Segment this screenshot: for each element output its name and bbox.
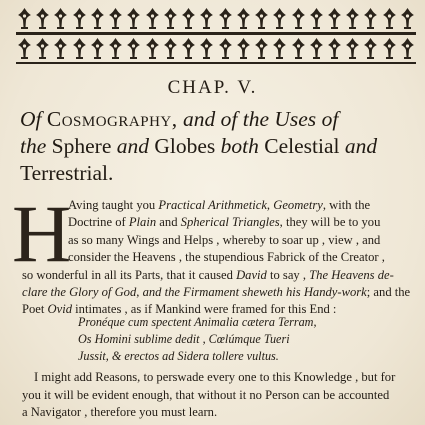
fleuron-icon (326, 36, 343, 60)
fleuron-icon (290, 36, 307, 60)
title-word: Uses (274, 107, 317, 131)
verse-line: Jussit, & erectos ad Sidera tollere vultus. (78, 349, 279, 363)
fleuron-icon (290, 6, 307, 30)
text-run: and (156, 215, 181, 230)
fleuron-icon (308, 36, 325, 60)
text-line: consider the Heavens , the stupendious Fabrick of the Creator , (68, 250, 385, 265)
fleuron-icon (362, 6, 379, 30)
title-line (20, 160, 420, 187)
text-run: The Heavens de- (309, 267, 394, 282)
fleuron-icon (34, 36, 51, 60)
title-line (20, 133, 420, 160)
fleuron-icon (89, 36, 106, 60)
fleuron-icon (107, 6, 124, 30)
fleuron-icon (235, 36, 252, 60)
ornament-row-top (16, 6, 416, 31)
text-run: Poet (22, 302, 48, 317)
text-run: Aving taught you (68, 198, 159, 212)
ornament-rule (16, 34, 416, 35)
fleuron-icon (344, 36, 361, 60)
text-line: I might add Reasons, to perswade every one to this Knowledge , but for (34, 370, 396, 384)
chapter-title (20, 106, 420, 187)
text-run: clare the Glory of God (22, 284, 137, 299)
text-run: , (266, 198, 274, 212)
text-run: , they will be to you (279, 215, 381, 230)
fleuron-icon (399, 36, 416, 60)
fleuron-icon (180, 36, 197, 60)
text-line (22, 267, 422, 284)
text-run: and the Firmament sheweth his Handy-work (142, 284, 367, 299)
fleuron-icon (71, 36, 88, 60)
fleuron-icon (362, 36, 379, 60)
fleuron-icon (144, 36, 161, 60)
fleuron-icon (144, 6, 161, 30)
title-word: and of the (183, 107, 269, 131)
title-word: of (321, 107, 339, 131)
fleuron-icon (253, 36, 270, 60)
verse-line: Os Homini sublime dedit , Cœlúmque Tueri (78, 332, 290, 346)
title-word: Celestial (264, 134, 340, 158)
text-run: Plain (128, 215, 157, 230)
fleuron-icon (326, 6, 343, 30)
text-run: Spherical Triangles (180, 215, 280, 230)
fleuron-icon (198, 6, 215, 30)
fleuron-icon (52, 36, 69, 60)
fleuron-icon (381, 36, 398, 60)
chapter-heading: CHAP. V. (167, 77, 258, 98)
fleuron-icon (16, 36, 33, 60)
paragraph-intro (22, 197, 422, 319)
fleuron-icon (271, 36, 288, 60)
fleuron-icon (198, 36, 215, 60)
title-word: and (116, 134, 149, 158)
fleuron-icon (89, 6, 106, 30)
fleuron-icon (180, 6, 197, 30)
text-line (22, 214, 422, 231)
drop-cap: H (12, 188, 70, 279)
fleuron-icon (344, 6, 361, 30)
title-word: Sphere (51, 134, 112, 158)
text-run: Geometry (273, 198, 323, 212)
title-word: Terrestrial. (20, 161, 114, 185)
text-run: Doctrine of (68, 215, 129, 230)
text-run: intimates , as if Mankind were framed for this End : (72, 302, 337, 317)
text-run: Practical Arithmetick (158, 198, 267, 212)
fleuron-icon (217, 36, 234, 60)
text-run: , with the (322, 198, 371, 212)
fleuron-icon (162, 36, 179, 60)
latin-verse (78, 314, 408, 365)
text-line (22, 284, 422, 301)
ornament-rule (16, 62, 416, 64)
fleuron-icon (16, 6, 33, 30)
text-line: a Navigator , therefore you must learn. (22, 405, 218, 420)
text-run: , (136, 284, 143, 299)
fleuron-icon (308, 6, 325, 30)
text-run: so wonderful in all its Parts, that it caused (22, 267, 237, 282)
title-word: both (220, 134, 259, 158)
fleuron-icon (253, 6, 270, 30)
fleuron-icon (34, 6, 51, 30)
fleuron-icon (125, 36, 142, 60)
title-word: Globes (154, 134, 216, 158)
title-word: the (20, 134, 47, 158)
text-run: to say , (266, 267, 310, 282)
fleuron-icon (235, 6, 252, 30)
text-line: as so many Wings and Helps , whereby to soar up , view , and (68, 232, 381, 247)
text-run: David (236, 267, 267, 282)
header-ornament (16, 6, 416, 64)
fleuron-icon (217, 6, 234, 30)
text-run: Ovid (47, 302, 73, 317)
paragraph-closing (22, 369, 422, 422)
ornament-row-bottom (16, 36, 416, 61)
verse-line: Pronéque cum spectent Animalia cætera Terram, (78, 315, 317, 329)
fleuron-icon (52, 6, 69, 30)
fleuron-icon (271, 6, 288, 30)
text-line: you it will be evident enough, that without it no Person can be accounted (22, 387, 390, 402)
title-line (20, 106, 420, 133)
fleuron-icon (125, 6, 142, 30)
text-run: ; and the (366, 284, 411, 299)
fleuron-icon (162, 6, 179, 30)
title-word: Of (20, 107, 42, 131)
fleuron-icon (399, 6, 416, 30)
fleuron-icon (107, 36, 124, 60)
text-line (22, 197, 422, 214)
title-word: Cosmography, (46, 107, 178, 131)
title-word: and (344, 134, 378, 158)
fleuron-icon (381, 6, 398, 30)
fleuron-icon (71, 6, 88, 30)
